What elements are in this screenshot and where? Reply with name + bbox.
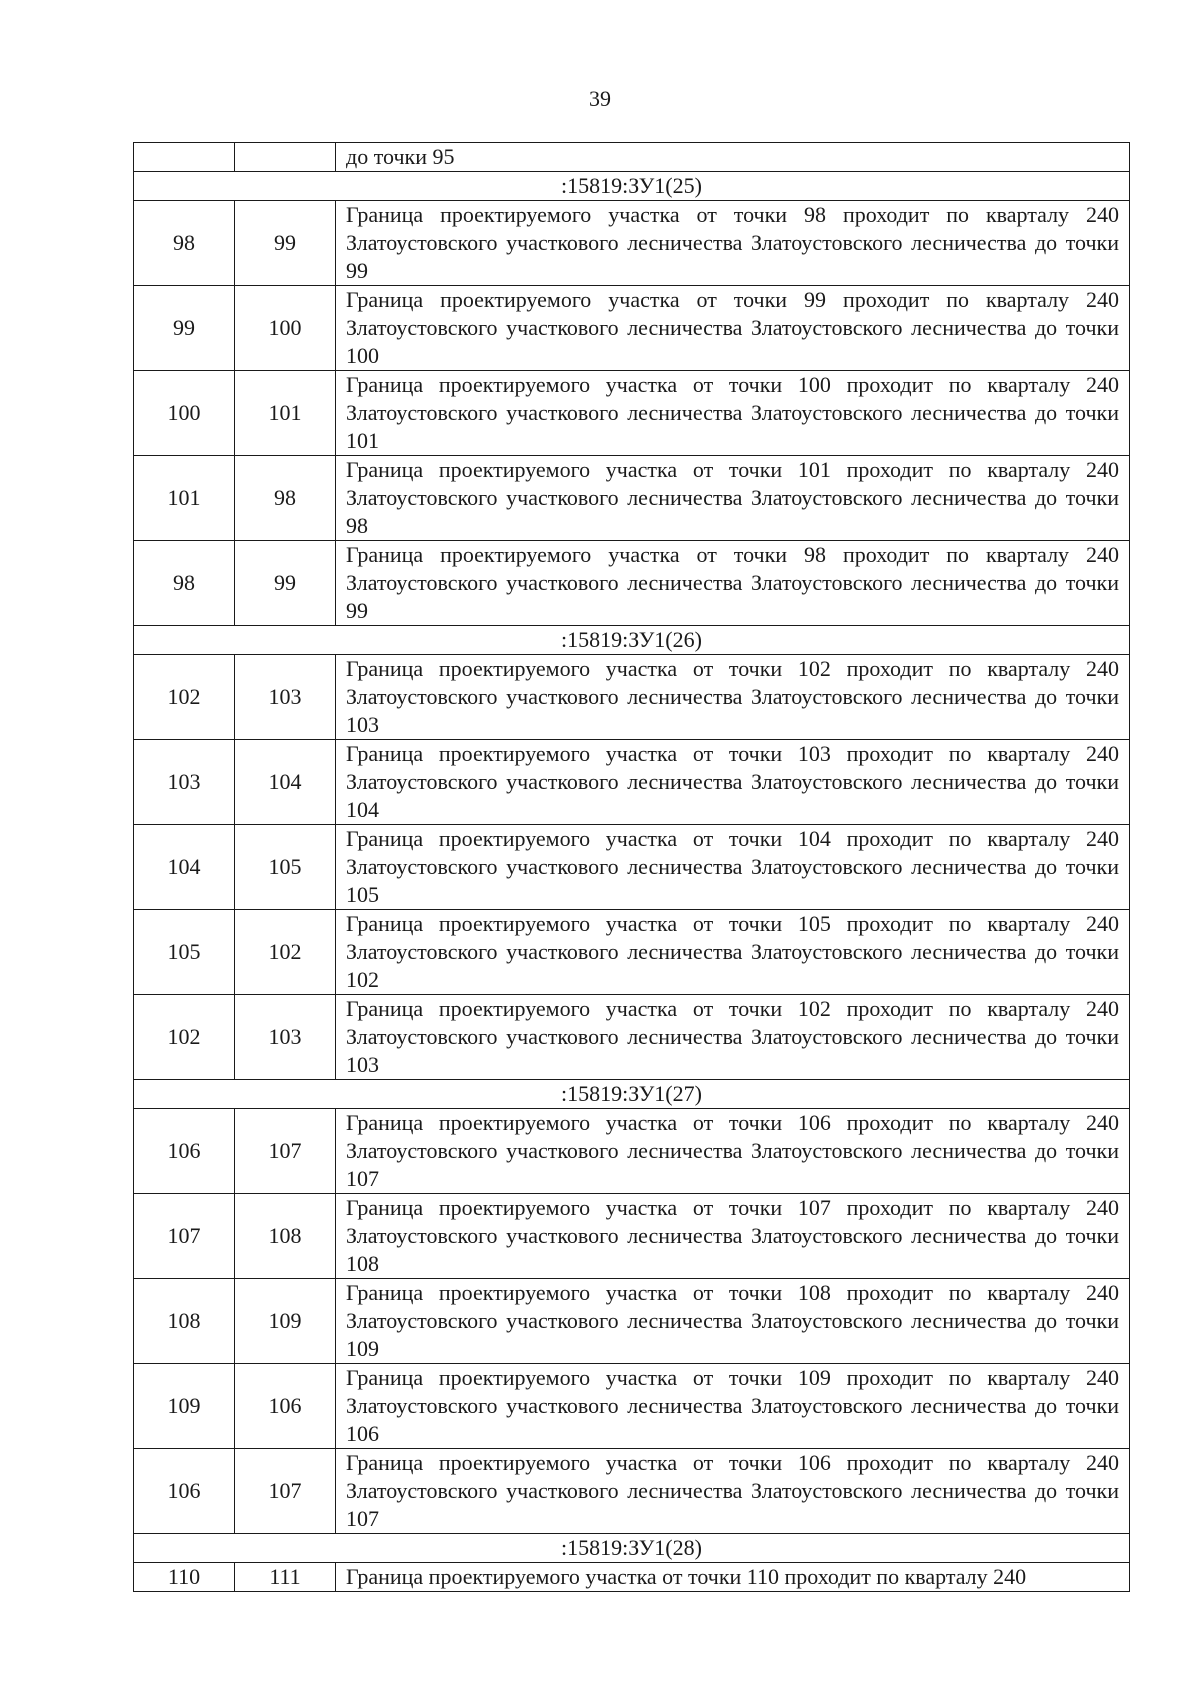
table-row bbox=[134, 541, 1130, 626]
page-number: 39 bbox=[589, 86, 611, 111]
point-from-cell: 101 bbox=[134, 456, 235, 541]
table-row bbox=[134, 825, 1130, 910]
boundary-description-cell: Граница проектируемого участка от точки 103 проходит по кварталу 240 Златоустовского участкового лесничества Златоустовского лесничества до точки 104 bbox=[336, 740, 1130, 825]
boundary-description-cell: Граница проектируемого участка от точки 98 проходит по кварталу 240 Златоустовского участкового лесничества Златоустовского лесничества до точки 99 bbox=[336, 541, 1130, 626]
point-from-cell: 109 bbox=[134, 1364, 235, 1449]
point-to-cell: 111 bbox=[235, 1563, 336, 1592]
point-from-cell: 105 bbox=[134, 910, 235, 995]
boundary-description-cell: Граница проектируемого участка от точки 98 проходит по кварталу 240 Златоустовского участкового лесничества Златоустовского лесничества до точки 99 bbox=[336, 201, 1130, 286]
point-to-cell: 106 bbox=[235, 1364, 336, 1449]
table-row bbox=[134, 1364, 1130, 1449]
table-row bbox=[134, 655, 1130, 740]
table-row bbox=[134, 995, 1130, 1080]
point-to-cell: 99 bbox=[235, 541, 336, 626]
point-from-cell: 106 bbox=[134, 1109, 235, 1194]
point-from-cell: 102 bbox=[134, 655, 235, 740]
boundary-table bbox=[133, 142, 1130, 1592]
point-from-cell: 110 bbox=[134, 1563, 235, 1592]
section-header-row bbox=[134, 1080, 1130, 1109]
boundary-description-cell: Граница проектируемого участка от точки 102 проходит по кварталу 240 Златоустовского участкового лесничества Златоустовского лесничества до точки 103 bbox=[336, 655, 1130, 740]
point-from-cell: 103 bbox=[134, 740, 235, 825]
table-row bbox=[134, 740, 1130, 825]
point-to-cell: 103 bbox=[235, 995, 336, 1080]
boundary-description-cell: Граница проектируемого участка от точки 106 проходит по кварталу 240 Златоустовского участкового лесничества Златоустовского лесничества до точки 107 bbox=[336, 1109, 1130, 1194]
point-to-cell: 98 bbox=[235, 456, 336, 541]
point-to-cell: 99 bbox=[235, 201, 336, 286]
point-from-cell: 104 bbox=[134, 825, 235, 910]
point-from-cell: 98 bbox=[134, 201, 235, 286]
boundary-description-cell: Граница проектируемого участка от точки 104 проходит по кварталу 240 Златоустовского участкового лесничества Златоустовского лесничества до точки 105 bbox=[336, 825, 1130, 910]
point-to-cell: 102 bbox=[235, 910, 336, 995]
table-row bbox=[134, 910, 1130, 995]
boundary-description-cell: Граница проектируемого участка от точки 108 проходит по кварталу 240 Златоустовского участкового лесничества Златоустовского лесничества до точки 109 bbox=[336, 1279, 1130, 1364]
table-row bbox=[134, 1109, 1130, 1194]
point-to-cell bbox=[235, 143, 336, 172]
section-header-row bbox=[134, 1534, 1130, 1563]
boundary-description-cell: Граница проектируемого участка от точки 99 проходит по кварталу 240 Златоустовского участкового лесничества Златоустовского лесничества до точки 100 bbox=[336, 286, 1130, 371]
point-from-cell: 107 bbox=[134, 1194, 235, 1279]
table-row bbox=[134, 371, 1130, 456]
point-to-cell: 100 bbox=[235, 286, 336, 371]
point-from-cell: 108 bbox=[134, 1279, 235, 1364]
point-to-cell: 109 bbox=[235, 1279, 336, 1364]
point-to-cell: 107 bbox=[235, 1109, 336, 1194]
point-from-cell: 100 bbox=[134, 371, 235, 456]
boundary-description-cell: Граница проектируемого участка от точки 107 проходит по кварталу 240 Златоустовского участкового лесничества Златоустовского лесничества до точки 108 bbox=[336, 1194, 1130, 1279]
point-from-cell: 102 bbox=[134, 995, 235, 1080]
boundary-description-cell: Граница проектируемого участка от точки 102 проходит по кварталу 240 Златоустовского участкового лесничества Златоустовского лесничества до точки 103 bbox=[336, 995, 1130, 1080]
point-to-cell: 108 bbox=[235, 1194, 336, 1279]
boundary-description-cell: Граница проектируемого участка от точки 105 проходит по кварталу 240 Златоустовского участкового лесничества Златоустовского лесничества до точки 102 bbox=[336, 910, 1130, 995]
point-to-cell: 104 bbox=[235, 740, 336, 825]
table-row bbox=[134, 286, 1130, 371]
table-row bbox=[134, 143, 1130, 172]
point-from-cell: 106 bbox=[134, 1449, 235, 1534]
boundary-description-cell: Граница проектируемого участка от точки 100 проходит по кварталу 240 Златоустовского участкового лесничества Златоустовского лесничества до точки 101 bbox=[336, 371, 1130, 456]
point-from-cell bbox=[134, 143, 235, 172]
section-header: :15819:ЗУ1(27) bbox=[134, 1080, 1130, 1109]
point-to-cell: 101 bbox=[235, 371, 336, 456]
table-row bbox=[134, 1194, 1130, 1279]
section-header: :15819:ЗУ1(25) bbox=[134, 172, 1130, 201]
section-header-row bbox=[134, 626, 1130, 655]
section-header-row bbox=[134, 172, 1130, 201]
boundary-description-cell: Граница проектируемого участка от точки 110 проходит по кварталу 240 bbox=[336, 1563, 1130, 1592]
point-from-cell: 98 bbox=[134, 541, 235, 626]
point-to-cell: 107 bbox=[235, 1449, 336, 1534]
boundary-description-cell: Граница проектируемого участка от точки 101 проходит по кварталу 240 Златоустовского участкового лесничества Златоустовского лесничества до точки 98 bbox=[336, 456, 1130, 541]
point-to-cell: 105 bbox=[235, 825, 336, 910]
table-row bbox=[134, 201, 1130, 286]
table-row bbox=[134, 456, 1130, 541]
boundary-description-cell: до точки 95 bbox=[336, 143, 1130, 172]
table-row bbox=[134, 1279, 1130, 1364]
boundary-description-cell: Граница проектируемого участка от точки 106 проходит по кварталу 240 Златоустовского участкового лесничества Златоустовского лесничества до точки 107 bbox=[336, 1449, 1130, 1534]
table-row bbox=[134, 1449, 1130, 1534]
table-row bbox=[134, 1563, 1130, 1592]
point-from-cell: 99 bbox=[134, 286, 235, 371]
boundary-description-cell: Граница проектируемого участка от точки 109 проходит по кварталу 240 Златоустовского участкового лесничества Златоустовского лесничества до точки 106 bbox=[336, 1364, 1130, 1449]
section-header: :15819:ЗУ1(28) bbox=[134, 1534, 1130, 1563]
boundary-table-body bbox=[134, 143, 1130, 1592]
point-to-cell: 103 bbox=[235, 655, 336, 740]
section-header: :15819:ЗУ1(26) bbox=[134, 626, 1130, 655]
